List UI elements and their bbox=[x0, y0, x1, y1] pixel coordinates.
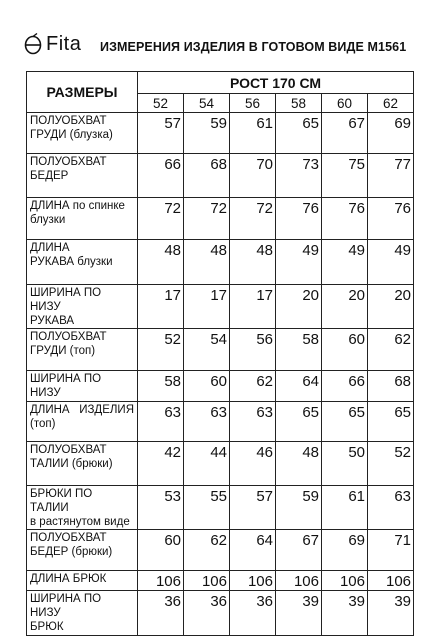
measurement-value: 58 bbox=[138, 371, 184, 402]
measurement-value: 65 bbox=[276, 113, 322, 154]
measurement-value: 72 bbox=[138, 198, 184, 240]
measurement-value: 72 bbox=[230, 198, 276, 240]
size-column-header: 54 bbox=[184, 94, 230, 113]
brand-name: Fita bbox=[46, 33, 82, 55]
measurement-value: 63 bbox=[138, 401, 184, 441]
measurement-label bbox=[27, 198, 138, 240]
measurement-value: 61 bbox=[230, 113, 276, 154]
measurement-value: 76 bbox=[276, 198, 322, 240]
measurement-value: 59 bbox=[184, 113, 230, 154]
measurement-value: 39 bbox=[368, 591, 414, 635]
measurement-value: 20 bbox=[368, 285, 414, 329]
measurement-label-line: ТАЛИИ (брюки) bbox=[30, 457, 113, 470]
measurement-value: 57 bbox=[138, 113, 184, 154]
page-header bbox=[0, 0, 424, 70]
measurement-value: 58 bbox=[276, 329, 322, 371]
measurement-label-line: в растянутом виде bbox=[30, 515, 130, 528]
measurement-value: 64 bbox=[230, 530, 276, 571]
table-row bbox=[27, 591, 414, 635]
measurement-label bbox=[27, 285, 138, 329]
measurement-label bbox=[27, 530, 138, 571]
measurement-value: 76 bbox=[322, 198, 368, 240]
measurement-value: 17 bbox=[184, 285, 230, 329]
measurement-value: 65 bbox=[368, 401, 414, 441]
measurement-value: 20 bbox=[322, 285, 368, 329]
measurement-value: 66 bbox=[138, 154, 184, 198]
measurement-label-line: ПОЛУОБХВАТ bbox=[30, 331, 107, 344]
measurement-value: 77 bbox=[368, 154, 414, 198]
measurement-value: 70 bbox=[230, 154, 276, 198]
measurement-value: 44 bbox=[184, 441, 230, 485]
size-column-header: 52 bbox=[138, 94, 184, 113]
measurement-value: 48 bbox=[230, 240, 276, 285]
measurement-label-line: БРЮКИ ПО ТАЛИИ bbox=[30, 487, 93, 514]
table-row bbox=[27, 198, 414, 240]
measurement-label bbox=[27, 401, 138, 441]
table-row bbox=[27, 441, 414, 485]
size-chart-table bbox=[26, 71, 414, 636]
measurement-value: 106 bbox=[184, 571, 230, 591]
measurement-value: 62 bbox=[184, 530, 230, 571]
measurement-label-line: ПОЛУОБХВАТ bbox=[30, 156, 107, 168]
measurement-value: 57 bbox=[230, 485, 276, 529]
measurement-value: 36 bbox=[184, 591, 230, 635]
measurement-value: 69 bbox=[322, 530, 368, 571]
measurement-value: 56 bbox=[230, 329, 276, 371]
measurement-label-line: (топ) bbox=[30, 417, 56, 430]
measurement-value: 60 bbox=[138, 530, 184, 571]
measurement-value: 73 bbox=[276, 154, 322, 198]
measurement-value: 65 bbox=[322, 401, 368, 441]
table-row bbox=[27, 329, 414, 371]
table-row bbox=[27, 371, 414, 402]
measurement-label bbox=[27, 441, 138, 485]
measurement-label-line: ШИРИНА ПО НИЗУ bbox=[30, 373, 102, 400]
measurement-label-line: ГРУДИ (блузка) bbox=[30, 128, 113, 141]
measurement-value: 66 bbox=[322, 371, 368, 402]
measurement-value: 65 bbox=[276, 401, 322, 441]
measurement-value: 54 bbox=[184, 329, 230, 371]
measurement-label-line: ДЛИНА БРЮК bbox=[30, 573, 107, 586]
measurement-value: 49 bbox=[368, 240, 414, 285]
measurement-value: 62 bbox=[230, 371, 276, 402]
measurement-label bbox=[27, 113, 138, 154]
measurement-label bbox=[27, 329, 138, 371]
measurements-body bbox=[27, 113, 414, 636]
measurement-label-line: ГРУДИ (топ) bbox=[30, 345, 96, 358]
measurement-label-line: БЕДЕР (брюки) bbox=[30, 546, 113, 559]
measurement-value: 76 bbox=[368, 198, 414, 240]
measurement-label-line: ДЛИНА по спинке bbox=[30, 200, 125, 212]
measurement-value: 60 bbox=[322, 329, 368, 371]
measurement-value: 63 bbox=[230, 401, 276, 441]
measurement-value: 106 bbox=[368, 571, 414, 591]
measurement-value: 20 bbox=[276, 285, 322, 329]
measurement-label-line: ПОЛУОБХВАТ bbox=[30, 115, 107, 127]
measurement-value: 36 bbox=[230, 591, 276, 635]
measurement-value: 48 bbox=[184, 240, 230, 285]
measurement-label bbox=[27, 154, 138, 198]
measurement-label-line: ПОЛУОБХВАТ bbox=[30, 443, 107, 456]
measurement-value: 50 bbox=[322, 441, 368, 485]
fita-theta-icon bbox=[24, 33, 42, 55]
measurement-value: 42 bbox=[138, 441, 184, 485]
measurement-value: 55 bbox=[184, 485, 230, 529]
measurement-value: 106 bbox=[138, 571, 184, 591]
table-row bbox=[27, 401, 414, 441]
measurement-label bbox=[27, 571, 138, 591]
measurement-value: 67 bbox=[322, 113, 368, 154]
measurement-value: 39 bbox=[322, 591, 368, 635]
measurement-label-line: ШИРИНА ПО НИЗУ bbox=[30, 593, 102, 620]
measurement-value: 64 bbox=[276, 371, 322, 402]
measurement-value: 36 bbox=[138, 591, 184, 635]
measurement-value: 63 bbox=[184, 401, 230, 441]
measurement-value: 49 bbox=[322, 240, 368, 285]
sizes-header: РАЗМЕРЫ bbox=[27, 72, 138, 113]
measurement-label bbox=[27, 485, 138, 529]
measurement-value: 63 bbox=[368, 485, 414, 529]
table-row bbox=[27, 113, 414, 154]
measurement-value: 52 bbox=[138, 329, 184, 371]
height-header: РОСТ 170 СМ bbox=[138, 72, 414, 94]
measurement-label bbox=[27, 240, 138, 285]
table-row bbox=[27, 285, 414, 329]
size-column-header: 56 bbox=[230, 94, 276, 113]
measurement-value: 106 bbox=[230, 571, 276, 591]
measurement-label-line: ПОЛУОБХВАТ bbox=[30, 532, 107, 545]
measurement-label-line: блузки bbox=[30, 213, 66, 226]
measurement-label-line: БРЮК bbox=[30, 620, 64, 633]
document-title: ИЗМЕРЕНИЯ ИЗДЕЛИЯ В ГОТОВОМ ВИДЕ М1561 bbox=[100, 40, 407, 54]
measurement-value: 106 bbox=[276, 571, 322, 591]
measurement-value: 60 bbox=[184, 371, 230, 402]
measurement-value: 17 bbox=[230, 285, 276, 329]
table-row bbox=[27, 240, 414, 285]
measurement-value: 72 bbox=[184, 198, 230, 240]
table-row bbox=[27, 485, 414, 529]
measurement-value: 52 bbox=[368, 441, 414, 485]
measurement-value: 53 bbox=[138, 485, 184, 529]
measurement-label-line: БЕДЕР bbox=[30, 169, 69, 182]
measurement-value: 71 bbox=[368, 530, 414, 571]
measurement-value: 68 bbox=[368, 371, 414, 402]
table-row bbox=[27, 571, 414, 591]
brand-logo bbox=[24, 32, 81, 56]
size-column-header: 62 bbox=[368, 94, 414, 113]
measurement-label bbox=[27, 371, 138, 402]
measurement-value: 48 bbox=[276, 441, 322, 485]
measurement-label-line: ШИРИНА ПО НИЗУ bbox=[30, 287, 102, 313]
measurement-label bbox=[27, 591, 138, 635]
measurement-label-line: ДЛИНА ИЗДЕЛИЯ bbox=[30, 403, 134, 416]
size-column-header: 60 bbox=[322, 94, 368, 113]
measurement-label-line: РУКАВА блузки bbox=[30, 255, 113, 268]
measurement-value: 62 bbox=[368, 329, 414, 371]
measurement-value: 69 bbox=[368, 113, 414, 154]
size-column-header: 58 bbox=[276, 94, 322, 113]
measurement-value: 67 bbox=[276, 530, 322, 571]
measurement-value: 49 bbox=[276, 240, 322, 285]
measurement-value: 75 bbox=[322, 154, 368, 198]
measurement-value: 17 bbox=[138, 285, 184, 329]
table-row bbox=[27, 530, 414, 571]
measurement-value: 68 bbox=[184, 154, 230, 198]
measurement-value: 39 bbox=[276, 591, 322, 635]
table-row bbox=[27, 154, 414, 198]
measurement-value: 59 bbox=[276, 485, 322, 529]
measurement-label-line: ДЛИНА bbox=[30, 242, 70, 254]
measurement-value: 106 bbox=[322, 571, 368, 591]
measurement-value: 48 bbox=[138, 240, 184, 285]
measurement-label-line: РУКАВА bbox=[30, 314, 75, 327]
measurement-value: 46 bbox=[230, 441, 276, 485]
measurement-value: 61 bbox=[322, 485, 368, 529]
